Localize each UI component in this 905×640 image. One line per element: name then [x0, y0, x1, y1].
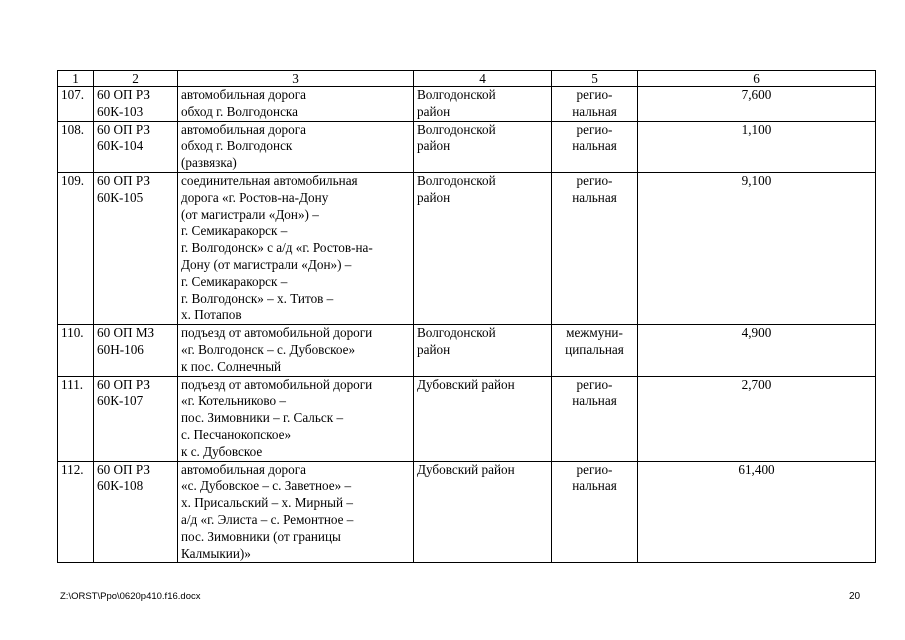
- road-code-cell-line: 60К-104: [97, 138, 144, 154]
- table-header: [58, 71, 876, 87]
- road-code-cell-line: 60К-105: [97, 189, 144, 205]
- row-number-cell: 108.: [58, 121, 94, 172]
- road-name-cell-line: г. Волгодонск» – х. Титов –: [181, 290, 334, 306]
- road-name-cell-line: к с. Дубовское: [181, 443, 263, 459]
- header-col-2: 2: [94, 71, 178, 87]
- district-cell-line: Волгодонской: [417, 325, 496, 341]
- row-number-cell: 112.: [58, 461, 94, 563]
- page-number: 20: [849, 591, 861, 602]
- row-number-cell: 109.: [58, 172, 94, 324]
- district-cell: [414, 376, 552, 461]
- table-body: [58, 87, 876, 563]
- length-cell: 7,600: [638, 87, 876, 122]
- district-cell-line: Дубовский район: [417, 461, 515, 477]
- road-type-cell-line: нальная: [572, 103, 617, 119]
- district-cell-line: Волгодонской: [417, 121, 496, 137]
- road-code-cell-line: 60К-103: [97, 103, 144, 119]
- row-number-cell: 110.: [58, 325, 94, 376]
- district-cell: [414, 87, 552, 122]
- length-cell: 4,900: [638, 325, 876, 376]
- table-row: [58, 461, 876, 563]
- length-cell: 2,700: [638, 376, 876, 461]
- district-cell: [414, 172, 552, 324]
- header-col-3: 3: [178, 71, 414, 87]
- district-cell: [414, 461, 552, 563]
- row-number-cell: 111.: [58, 376, 94, 461]
- road-name-cell-line: (от магистрали «Дон») –: [181, 206, 319, 222]
- table-row: [58, 87, 876, 122]
- district-cell-line: Волгодонской: [417, 172, 496, 188]
- road-type-cell: [552, 376, 638, 461]
- road-type-cell: [552, 121, 638, 172]
- road-code-cell: [94, 87, 178, 122]
- road-name-cell: [178, 376, 414, 461]
- district-cell-line: район: [417, 341, 451, 357]
- road-name-cell-line: г. Семикаракорск –: [181, 273, 288, 289]
- road-type-cell-line: нальная: [572, 189, 617, 205]
- road-name-cell-line: обход г. Волгодонск: [181, 138, 293, 154]
- road-name-cell: [178, 461, 414, 563]
- header-col-5: 5: [552, 71, 638, 87]
- road-type-cell-line: нальная: [572, 138, 617, 154]
- road-type-cell-line: межмуни-: [566, 325, 623, 341]
- district-cell-line: Дубовский район: [417, 376, 515, 392]
- road-type-cell-line: ципальная: [565, 341, 624, 357]
- road-name-cell-line: (развязка): [181, 155, 237, 171]
- road-name-cell-line: к пос. Солнечный: [181, 358, 282, 374]
- road-code-cell-line: 60К-107: [97, 393, 144, 409]
- road-name-cell-line: соединительная автомобильная: [181, 172, 358, 188]
- road-name-cell-line: пос. Зимовники (от границы: [181, 528, 341, 544]
- road-code-cell-line: 60К-108: [97, 478, 144, 494]
- road-type-cell-line: регио-: [576, 87, 613, 102]
- roads-table: [57, 70, 876, 563]
- footer-file-path: Z:\ORST\Ppo\0620p410.f16.docx: [60, 591, 201, 602]
- district-cell-line: район: [417, 103, 451, 119]
- road-name-cell-line: «г. Волгодонск – с. Дубовское»: [181, 341, 356, 357]
- road-name-cell-line: «г. Котельниково –: [181, 393, 286, 409]
- road-name-cell-line: а/д «г. Элиста – с. Ремонтное –: [181, 511, 354, 527]
- road-name-cell: [178, 87, 414, 122]
- road-name-cell-line: обход г. Волгодонска: [181, 103, 298, 119]
- length-cell: 61,400: [638, 461, 876, 563]
- road-name-cell-line: автомобильная дорога: [181, 121, 307, 137]
- length-cell: 1,100: [638, 121, 876, 172]
- road-code-cell: [94, 461, 178, 563]
- road-type-cell: [552, 325, 638, 376]
- road-name-cell-line: Дону (от магистрали «Дон») –: [181, 256, 352, 272]
- header-col-1: 1: [58, 71, 94, 87]
- road-name-cell: [178, 121, 414, 172]
- road-code-cell-line: 60 ОП МЗ: [97, 325, 155, 341]
- road-code-cell: [94, 172, 178, 324]
- road-type-cell-line: регио-: [576, 461, 613, 477]
- road-type-cell-line: нальная: [572, 393, 617, 409]
- header-col-4: 4: [414, 71, 552, 87]
- road-name-cell-line: автомобильная дорога: [181, 87, 307, 102]
- road-type-cell-line: регио-: [576, 121, 613, 137]
- road-name-cell-line: автомобильная дорога: [181, 461, 307, 477]
- district-cell-line: Волгодонской: [417, 87, 496, 102]
- road-name-cell: [178, 172, 414, 324]
- road-name-cell-line: г. Семикаракорск –: [181, 223, 288, 239]
- road-code-cell: [94, 325, 178, 376]
- length-cell: 9,100: [638, 172, 876, 324]
- table-row: [58, 121, 876, 172]
- road-code-cell: [94, 376, 178, 461]
- road-code-cell-line: 60Н-106: [97, 341, 144, 357]
- road-name-cell-line: пос. Зимовники – г. Сальск –: [181, 410, 344, 426]
- road-name-cell-line: подъезд от автомобильной дороги: [181, 376, 373, 392]
- row-number-cell: 107.: [58, 87, 94, 122]
- table-row: [58, 325, 876, 376]
- road-type-cell: [552, 172, 638, 324]
- road-code-cell-line: 60 ОП РЗ: [97, 87, 150, 102]
- road-code-cell: [94, 121, 178, 172]
- header-row: [58, 71, 876, 87]
- district-cell: [414, 121, 552, 172]
- road-name-cell-line: «с. Дубовское – с. Заветное» –: [181, 478, 352, 494]
- road-name-cell: [178, 325, 414, 376]
- road-type-cell-line: регио-: [576, 172, 613, 188]
- road-name-cell-line: г. Волгодонск» с а/д «г. Ростов-на-: [181, 240, 373, 256]
- road-name-cell-line: х. Присальский – х. Мирный –: [181, 495, 353, 511]
- road-name-cell-line: дорога «г. Ростов-на-Дону: [181, 189, 329, 205]
- table-row: [58, 376, 876, 461]
- district-cell-line: район: [417, 138, 451, 154]
- header-col-6: 6: [638, 71, 876, 87]
- table-row: [58, 172, 876, 324]
- road-name-cell-line: подъезд от автомобильной дороги: [181, 325, 373, 341]
- road-type-cell: [552, 461, 638, 563]
- road-code-cell-line: 60 ОП РЗ: [97, 376, 150, 392]
- road-code-cell-line: 60 ОП РЗ: [97, 172, 150, 188]
- road-code-cell-line: 60 ОП РЗ: [97, 461, 150, 477]
- road-name-cell-line: Калмыкии)»: [181, 545, 251, 561]
- road-name-cell-line: с. Песчанокопское»: [181, 426, 292, 442]
- road-name-cell-line: х. Потапов: [181, 307, 242, 323]
- district-cell-line: район: [417, 189, 451, 205]
- road-code-cell-line: 60 ОП РЗ: [97, 121, 150, 137]
- road-type-cell: [552, 87, 638, 122]
- road-type-cell-line: нальная: [572, 478, 617, 494]
- road-type-cell-line: регио-: [576, 376, 613, 392]
- district-cell: [414, 325, 552, 376]
